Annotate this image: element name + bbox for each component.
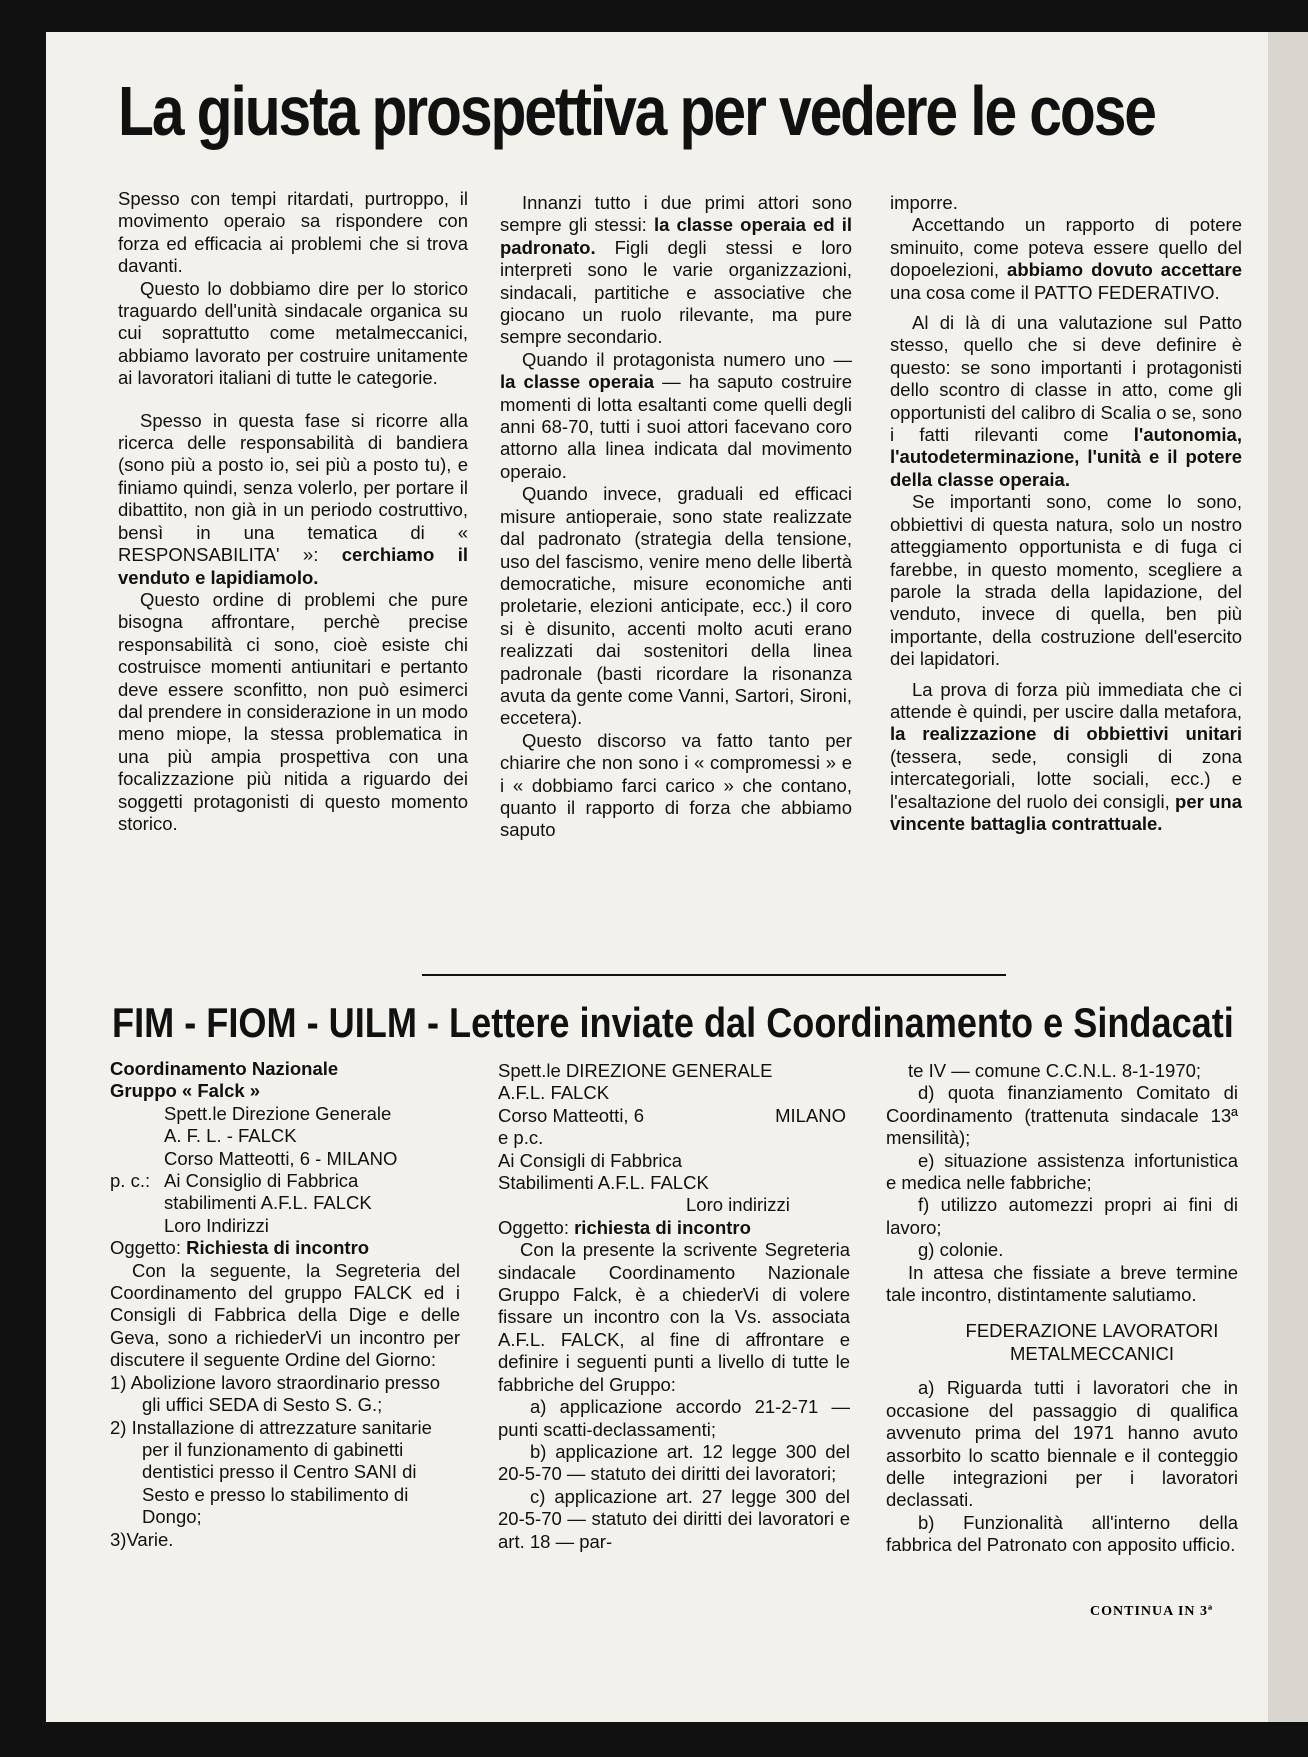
bold-phrase: per una vincente battaglia contrattuale.: [890, 790, 1242, 834]
paragraph: [118, 410, 468, 589]
continued-note: CONTINUA IN 3ª: [1090, 1604, 1214, 1619]
subject-label: Oggetto:: [498, 1216, 569, 1238]
paragraph: [500, 192, 852, 349]
agenda-item: f) utilizzo automezzi propri ai fini di lavoro;: [886, 1194, 1238, 1238]
agenda-item: b) applicazione art. 12 legge 300 del 20-5-70 — statuto dei diritti dei lavoratori;: [498, 1440, 850, 1485]
divider-rule: [422, 974, 1006, 976]
address-line: e p.c.: [498, 1127, 544, 1149]
address-line: A. F. L. - FALCK: [164, 1125, 297, 1147]
address-line: Spett.le Direzione Generale: [164, 1102, 392, 1124]
agenda-item: a) applicazione accordo 21-2-71 — punti scatti-declassamenti;: [498, 1396, 850, 1440]
agenda-item: g) colonie.: [918, 1239, 1004, 1261]
agenda-item: c) applicazione art. 27 legge 300 del 20-5-70 — statuto dei diritti dei lavoratori e art. 18 — par-: [498, 1485, 850, 1552]
next-page-edge: [1268, 32, 1308, 1722]
subject-text: richiesta di incontro: [574, 1216, 751, 1238]
bold-phrase: cerchiamo il venduto e lapidiamolo.: [118, 544, 468, 588]
signature-line: FEDERAZIONE LAVORATORI: [965, 1320, 1219, 1342]
subject-line: [498, 1217, 850, 1239]
agenda-item: 2) Installazione di attrezzature sanitarie per il funzionamento di gabinetti dentistici presso il Centro SANI di Sesto e presso lo stabilimento di Dongo;: [110, 1416, 432, 1528]
paragraph-text: La prova di forza più immediata che ci attende è quindi, per uscire dalla metafora,: [890, 678, 1242, 722]
letter-column-2: [498, 1060, 850, 1553]
article-column-3: [890, 192, 1242, 835]
paragraph-text: Innanzi tutto i due primi attori sono sempre gli stessi:: [500, 192, 852, 236]
address-line: Ai Consigli di Fabbrica: [498, 1149, 683, 1171]
paragraph: Se importanti sono, come lo sono, obbiettivi di questa natura, solo un nostro atteggiamento opportunista e di fuga ci farebbe, in questo momento, scegliere a parole la strada della lapidazione, del venduto, invece di quella, ben più importante, della costruzione dell'esercito dei lapidatori.: [890, 491, 1242, 670]
agenda-item: e) situazione assistenza infortunistica e medica nelle fabbriche;: [886, 1149, 1238, 1194]
paragraph-text: Al di là di una valutazione sul Patto stesso, quello che si deve definire è questo: se sono importanti i protagonisti dello scontro di classe in atto, come gli opportunisti del calibro di Scalia o se, sono i fatti rilevanti come: [890, 312, 1242, 446]
letter-column-3: [886, 1060, 1238, 1557]
paragraph-text: una cosa come il PATTO FEDERATIVO.: [890, 281, 1220, 303]
address-line: Stabilimenti A.F.L. FALCK: [498, 1172, 709, 1194]
agenda-item: 3)Varie.: [110, 1528, 174, 1550]
paragraph: Questo lo dobbiamo dire per lo storico traguardo dell'unità sindacale organica su cui soprattutto come metalmeccanici, abbiamo lavorato per costruire unitamente ai lavoratori italiani di tutte le categorie.: [118, 277, 468, 389]
bold-phrase: la classe operaia: [500, 371, 655, 393]
headline: La giusta prospettiva per vedere le cose: [118, 72, 1155, 150]
article-column-1: [118, 188, 468, 835]
sender-line: Coordinamento Nazionale: [110, 1058, 339, 1079]
paragraph-text: Accettando un rapporto di potere sminuito, come poteva essere quello del dopoelezioni,: [890, 214, 1242, 281]
paragraph: [890, 214, 1242, 304]
address-line: Loro indirizzi: [686, 1194, 790, 1216]
subject-line: [110, 1237, 460, 1259]
paragraph: imporre.: [890, 192, 958, 213]
closing: In attesa che fissiate a breve termine tale incontro, distintamente salutiamo.: [886, 1261, 1238, 1306]
section-heading: FIM - FIOM - UILM - Lettere inviate dal Coordinamento e Sindacati: [112, 999, 1234, 1046]
paragraph-text: Quando il protagonista numero uno —: [522, 348, 852, 370]
bold-phrase: l'autonomia, l'autodeterminazione, l'unità e il potere della classe operaia.: [890, 424, 1242, 490]
paragraph: Quando invece, graduali ed efficaci misure antioperaie, sono state realizzate dal padronato (strategia della tensione, uso del fascismo, venire meno delle libertà democratiche, misure economiche anti proletarie, elezioni anticipate, ecc.) il coro si è disunito, accenti molto acuti erano realizzati dai sostenitori della linea padronale (basti ricordare la risonanza avuta da gente come Vanni, Sartori, Sironi, eccetera).: [500, 483, 852, 729]
address-street: Corso Matteotti, 6: [498, 1104, 645, 1126]
paragraph: [500, 349, 852, 483]
paragraph-text: Spesso in questa fase si ricorre alla ricerca delle responsabilità di bandiera (sono più a posto io, sei più a posto tu), e finiamo quindi, senza volerlo, per portare il dibattito, non già in un periodo costruttivo, bensì in una tematica di « RESPONSABILITA' »:: [118, 409, 468, 566]
paragraph-text: — ha saputo costruire momenti di lotta esaltanti come quelli degli anni 68-70, tutti i suoi attori facevano coro attorno alla linea indicata dal movimento operaio.: [500, 371, 853, 482]
agenda-item: 1) Abolizione lavoro straordinario presso gli uffici SEDA di Sesto S. G.;: [110, 1371, 441, 1416]
address-line: Corso Matteotti, 6 - MILANO: [164, 1147, 398, 1169]
paragraph-text: Figli degli stessi e loro interpreti sono le varie organizzazioni, sindacali, partitiche e associative che giocano un ruolo rilevante, ma pure sempre secondario.: [500, 236, 852, 348]
cc-line: [110, 1170, 460, 1192]
paragraph: Questo discorso va fatto tanto per chiarire che non sono i « compromessi » e i « dobbiamo farci carico » che contano, quanto il rapporto di forza che abbiamo saputo: [500, 729, 852, 841]
footnote: b) Funzionalità all'interno della fabbrica del Patronato con apposito ufficio.: [886, 1511, 1238, 1556]
letter-body: Con la seguente, la Segreteria del Coordinamento del gruppo FALCK ed i Consigli di Fabbrica della Dige e delle Geva, sono a richiederVi un incontro per discutere il seguente Ordine del Giorno:: [110, 1259, 460, 1371]
address-line: A.F.L. FALCK: [498, 1082, 610, 1104]
address-line: Ai Consiglio di Fabbrica: [164, 1170, 359, 1192]
paragraph: [890, 679, 1242, 836]
agenda-item: d) quota finanziamento Comitato di Coordinamento (trattenuta sindacale 13ª mensilità);: [886, 1082, 1238, 1149]
cc-label: p. c.:: [110, 1170, 151, 1192]
address-line: Spett.le DIREZIONE GENERALE: [498, 1060, 773, 1081]
address-line: [498, 1105, 850, 1127]
article-column-2: [500, 192, 852, 842]
letter-column-1: [110, 1058, 460, 1551]
address-city: MILANO: [775, 1104, 846, 1126]
paragraph: Spesso con tempi ritardati, purtroppo, il movimento operaio sa rispondere con forza ed efficacia ai problemi che si trova davanti.: [118, 188, 468, 277]
paragraph: [890, 312, 1242, 491]
footnote: a) Riguarda tutti i lavoratori che in occasione del passaggio di qualifica avvenuto prima del 1971 hanno avuto assorbito lo scatto biennale e il conteggio delle integrazioni per i lavoratori declassati.: [886, 1377, 1238, 1511]
agenda-item: te IV — comune C.C.N.L. 8-1-1970;: [908, 1060, 1202, 1081]
bold-phrase: la classe operaia ed il padronato.: [500, 214, 853, 258]
bold-phrase: la realizzazione di obbiettivi unitari: [890, 723, 1242, 745]
subject-text: Richiesta di incontro: [186, 1237, 370, 1259]
letter-body: Con la presente la scrivente Segreteria sindacale Coordinamento Nazionale Gruppo Falck, è a chiederVi di volere fissare un incontro con la Vs. associata A.F.L. FALCK, al fine di affrontare e definire i seguenti punti a livello di tutte le fabbriche del Gruppo:: [498, 1239, 850, 1395]
paragraph-text: (tessera, sede, consigli di zona intercategoriali, lotte sociali, ecc.) e l'esaltazione del ruolo dei consigli,: [890, 745, 1242, 812]
paragraph: Questo ordine di problemi che pure bisogna affrontare, perchè precise responsabilità ci sono, cioè esiste chi costruisce momenti antiunitari e pertanto deve essere sconfitto, non può esimerci dal prendere in considerazione in un modo meno miope, la stessa problematica in una più ampia prospettiva con una focalizzazione più nitida a riguardo dei soggetti protagonisti di questo momento storico.: [118, 588, 468, 834]
sender-line: Gruppo « Falck »: [110, 1080, 261, 1102]
bold-phrase: abbiamo dovuto accettare: [1007, 259, 1242, 281]
address-line: stabilimenti A.F.L. FALCK: [164, 1192, 372, 1214]
signature-line: METALMECCANICI: [1009, 1342, 1175, 1364]
address-line: Loro Indirizzi: [164, 1214, 269, 1236]
subject-label: Oggetto:: [110, 1237, 181, 1259]
